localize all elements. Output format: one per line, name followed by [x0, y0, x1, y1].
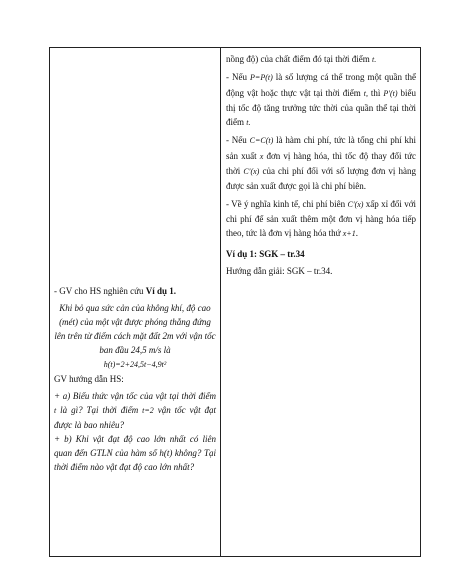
product-column [226, 52, 416, 278]
example-label: Ví dụ 1. [145, 286, 176, 296]
marginal-cost-paragraph: - Về ý nghĩa kinh tế, chi phí biên C′(x) xấp xỉ đối với chi phí để sản xuất thêm một đơn vị hàng hóa tiếp theo, tức là đơn vị hàng hóa thứ x+1. [226, 198, 417, 239]
population-paragraph: - Nếu P=P(t) là số lượng cá thể trong một quần thể động vật hoặc thực vật tại thời điểm t, thì P′(t) biểu thị tốc độ tăng trưởng tức thời của quần thể tại thời điểm t. [226, 72, 417, 128]
teacher-activity-column [54, 284, 216, 474]
height-formula: h(t)=2+24,5t−4,9t² [103, 360, 167, 369]
intro-paragraph [54, 284, 216, 298]
question-a: + a) Biểu thức vận tốc của vật tại thời điểm t là gì? Tại thời điểm t=2 vận tốc vật đạt được là bao nhiêu? [54, 391, 217, 430]
example-reference: Ví dụ 1: SGK – tr.34 [226, 248, 305, 259]
guide-title: GV hướng dẫn HS: [54, 374, 124, 384]
lesson-table [49, 47, 421, 557]
continued-line: nồng độ) của chất điểm đó tại thời điểm t. [226, 54, 377, 64]
column-divider [220, 48, 221, 556]
question-b: + b) Khi vật đạt độ cao lớn nhất có liên quan đến GTLN của hàm số h(t) không? Tại thời điểm nào vật đạt độ cao lớn nhất? [54, 434, 216, 472]
cost-paragraph: - Nếu C=C(t) là hàm chi phí, tức là tổng chi phí khi sản xuất x đơn vị hàng hóa, thì tốc độ thay đổi tức thời C′(x) của chi phí đối với số lượng đơn vị hàng được sản xuất được gọi là chi phí biên. [226, 135, 417, 192]
intro-text: - GV cho HS nghiên cứu [54, 286, 146, 296]
problem-text: Khi bỏ qua sức cản của không khí, độ cao (mét) của một vật được phóng thẳng đứng lên trên từ điểm cách mặt đất 2m với vận tốc ban đầu 24,5 m/s là [54, 303, 216, 355]
guide-reference: Hướng dẫn giải: SGK – tr.34. [226, 265, 333, 276]
